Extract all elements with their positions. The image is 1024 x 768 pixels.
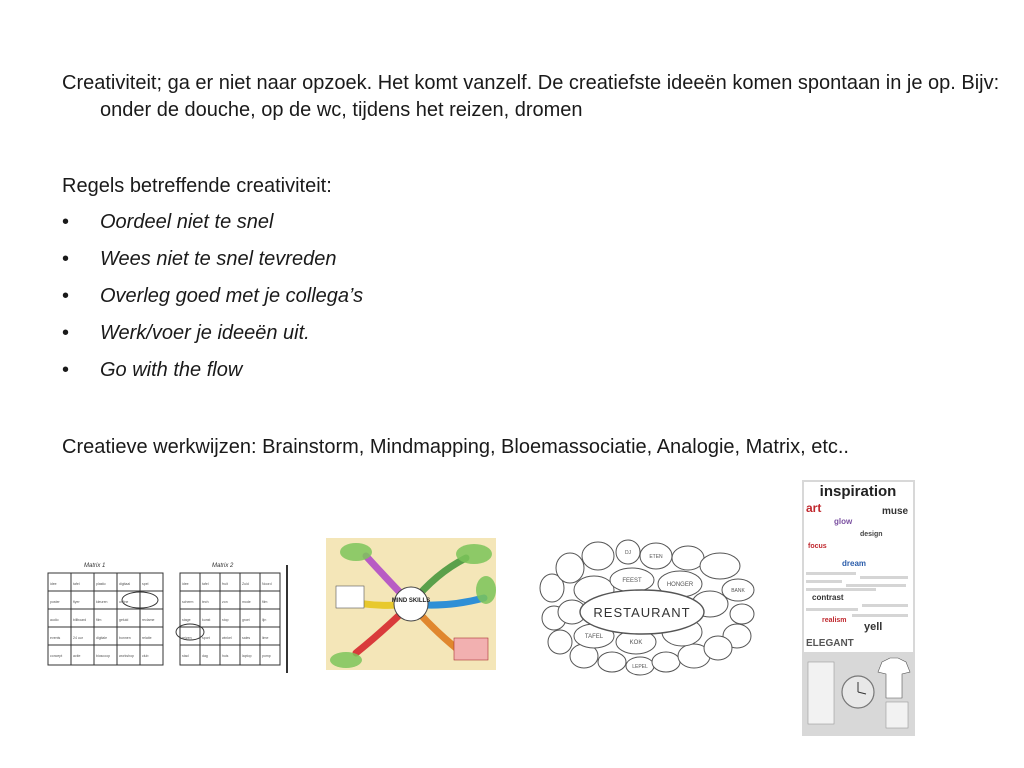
matrix-title-1: Matrix 1 xyxy=(84,563,106,569)
outer-petal-label: ETEN xyxy=(649,554,663,560)
collage-heading: inspiration xyxy=(819,483,897,500)
svg-text:lime: lime xyxy=(262,636,269,640)
rule-text: Wees niet te snel tevreden xyxy=(100,248,337,270)
svg-text:reclame: reclame xyxy=(142,618,155,622)
svg-text:tafel: tafel xyxy=(202,582,209,586)
petal-label: TAFEL xyxy=(584,634,604,640)
collage-word: realism xyxy=(822,617,847,624)
svg-text:zon: zon xyxy=(222,600,228,604)
rule-item xyxy=(62,319,363,356)
collage-word: contrast xyxy=(812,593,844,602)
collage-word: yell xyxy=(864,621,883,633)
rule-item xyxy=(62,245,363,282)
svg-text:dag: dag xyxy=(202,654,208,658)
mindmap-center-label: MIND SKILLS xyxy=(391,598,431,604)
svg-text:relatie: relatie xyxy=(142,636,152,640)
svg-text:kleuren: kleuren xyxy=(96,600,108,604)
svg-text:film: film xyxy=(262,600,268,604)
collage-word: focus xyxy=(808,543,827,550)
collage-word: art xyxy=(806,501,822,515)
mindmap-image xyxy=(326,538,496,670)
svg-text:billboard: billboard xyxy=(73,618,87,622)
rule-text: Go with the flow xyxy=(100,359,243,381)
svg-text:pomp: pomp xyxy=(262,654,271,658)
rule-item xyxy=(62,356,363,393)
svg-text:fruit: fruit xyxy=(222,582,228,586)
svg-text:winkel: winkel xyxy=(222,636,232,640)
svg-text:stop: stop xyxy=(222,618,229,622)
svg-text:bioscoop: bioscoop xyxy=(96,654,111,658)
svg-text:idee: idee xyxy=(182,582,189,586)
bullet-icon: • xyxy=(62,322,70,344)
matrix-title-2: Matrix 2 xyxy=(212,563,234,569)
rules-heading: Regels betreffende creativiteit: xyxy=(62,175,332,197)
collage-word: ELEGANT xyxy=(806,638,854,649)
svg-text:actie: actie xyxy=(73,654,81,658)
svg-text:poster: poster xyxy=(50,600,60,604)
svg-text:events: events xyxy=(50,636,61,640)
svg-text:huis: huis xyxy=(222,654,229,658)
rule-item xyxy=(62,208,363,245)
svg-text:digitale: digitale xyxy=(96,636,108,640)
svg-text:idee: idee xyxy=(50,582,57,586)
svg-text:stad: stad xyxy=(182,654,189,658)
svg-text:Noord: Noord xyxy=(262,582,272,586)
svg-text:sport: sport xyxy=(202,636,210,640)
svg-text:digitaal: digitaal xyxy=(119,582,131,586)
outer-petal-label: DJ xyxy=(624,550,632,556)
svg-text:tafel: tafel xyxy=(73,582,80,586)
flower-association-image xyxy=(532,538,760,678)
matrix-sketch-image xyxy=(40,555,290,675)
svg-text:bonnen: bonnen xyxy=(119,636,131,640)
svg-text:Zuid: Zuid xyxy=(242,582,249,586)
collage-word: design xyxy=(860,531,883,538)
flower-center-label: RESTAURANT xyxy=(593,605,691,620)
svg-text:audio: audio xyxy=(50,618,59,622)
svg-text:laptop: laptop xyxy=(242,654,252,658)
rule-text: Overleg goed met je collega’s xyxy=(100,285,364,307)
bullet-icon: • xyxy=(62,285,70,307)
svg-text:flyer: flyer xyxy=(73,600,80,604)
inspiration-collage-image xyxy=(802,480,915,736)
bullet-icon: • xyxy=(62,359,70,381)
svg-text:plastic: plastic xyxy=(96,582,106,586)
svg-text:online: online xyxy=(119,600,129,604)
collage-word: muse xyxy=(882,506,909,517)
svg-text:stage: stage xyxy=(182,618,191,622)
bullet-icon: • xyxy=(62,248,70,270)
rules-list xyxy=(62,208,363,393)
svg-text:workshop: workshop xyxy=(119,654,134,658)
svg-text:film: film xyxy=(96,618,102,622)
rule-item xyxy=(62,282,363,319)
svg-text:24 uur: 24 uur xyxy=(73,636,83,640)
svg-text:kunst: kunst xyxy=(202,618,211,622)
svg-text:concept: concept xyxy=(50,654,63,658)
svg-text:scherm: scherm xyxy=(182,600,194,604)
svg-text:groei: groei xyxy=(242,618,250,622)
svg-text:club: club xyxy=(142,654,149,658)
creativity-paragraph: Creativiteit; ga er niet naar opzoek. Het komt vanzelf. De creatiefste ideeën komen spontaan in je op. Bijv: onder de douche, op de wc, tijdens het reizen, dromen xyxy=(62,72,1000,121)
svg-text:sales: sales xyxy=(242,636,251,640)
svg-text:lijn: lijn xyxy=(262,618,267,622)
svg-text:geluid: geluid xyxy=(119,618,129,622)
rule-text: Oordeel niet te snel xyxy=(100,211,274,233)
bullet-icon: • xyxy=(62,211,70,233)
outer-petal-label: LEPEL xyxy=(632,664,648,670)
collage-word: dream xyxy=(842,559,867,568)
rule-text: Werk/voer je ideeën uit. xyxy=(100,322,310,344)
outer-petal-label: BANK xyxy=(731,588,745,594)
svg-text:mode: mode xyxy=(242,600,251,604)
methods-paragraph: Creatieve werkwijzen: Brainstorm, Mindmapping, Bloemassociatie, Analogie, Matrix, etc.. xyxy=(62,436,849,458)
collage-word: glow xyxy=(834,517,853,526)
svg-text:tech: tech xyxy=(202,600,209,604)
petal-label: HONGER xyxy=(666,582,694,588)
svg-text:spel: spel xyxy=(142,582,149,586)
petal-label: KOK xyxy=(629,640,643,646)
svg-text:reizen: reizen xyxy=(182,636,192,640)
petal-label: FEEST xyxy=(622,578,642,584)
